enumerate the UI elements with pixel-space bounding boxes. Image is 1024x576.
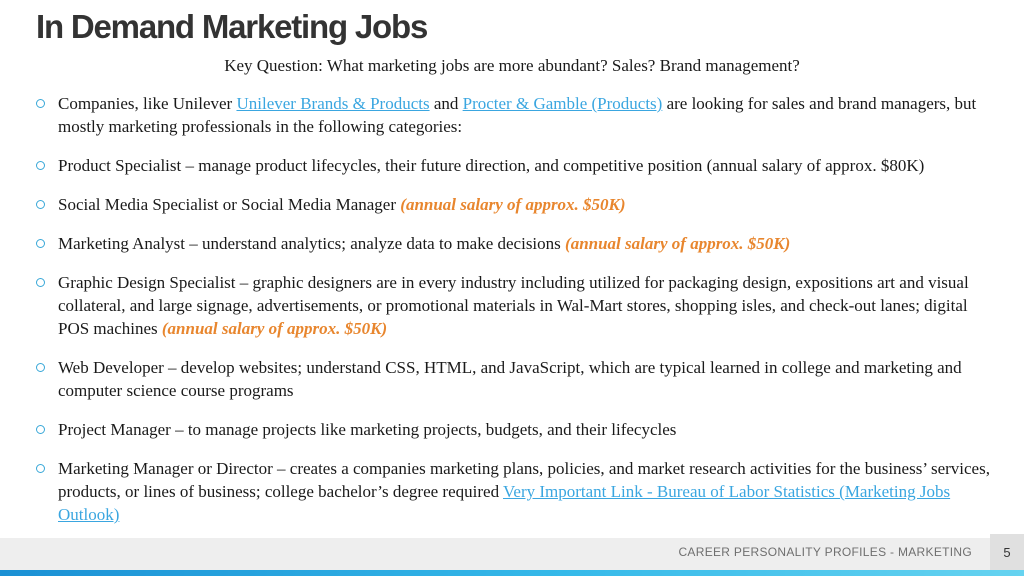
bullet-circle-icon (36, 464, 45, 473)
bullet-text: and (429, 94, 463, 113)
bullet-circle-icon (36, 99, 45, 108)
bullet-text: Marketing Manager or Director – creates a companies marketing plans, policies, and market research activities for the business’ services, products, or lines of business; college bachelor’s degree required (58, 459, 990, 501)
bullet-text: are looking for sales and brand managers, but mostly marketing professionals in the following categories: (58, 94, 977, 136)
bullet-text: Companies, like Unilever (58, 94, 237, 113)
page-number: 5 (1003, 545, 1011, 560)
unilever-link[interactable]: Unilever Brands & Products (236, 94, 430, 113)
bullet-circle-icon (36, 363, 45, 372)
list-item-graphic-design (36, 271, 992, 340)
bullet-text: Marketing Analyst – understand analytics; analyze data to make decisions (58, 234, 566, 253)
bullet-circle-icon (36, 200, 45, 209)
bullet-text: Product Specialist – manage product lifecycles, their future direction, and competitive position (annual salary of approx. $80K) (58, 156, 925, 175)
salary-note: (annual salary of approx. $50K) (161, 319, 388, 338)
footer-label: CAREER PERSONALITY PROFILES - MARKETING (678, 545, 972, 559)
job-list (36, 92, 992, 542)
bullet-text: Web Developer – develop websites; understand CSS, HTML, and JavaScript, which are typical learned in college and marketing and computer science course programs (58, 358, 962, 400)
bullet-circle-icon (36, 278, 45, 287)
accent-bar (0, 570, 1024, 576)
list-item-project-manager (36, 418, 992, 441)
procter-gamble-link[interactable]: Procter & Gamble (Products) (462, 94, 663, 113)
key-question: Key Question: What marketing jobs are more abundant? Sales? Brand management? (224, 56, 800, 75)
list-item-social-media (36, 193, 992, 216)
bls-marketing-link[interactable]: Very Important Link - Bureau of Labor Statistics (Marketing Jobs Outlook) (58, 482, 951, 524)
bullet-text: Social Media Specialist or Social Media Manager (58, 195, 401, 214)
list-item-product-specialist (36, 154, 992, 177)
bullet-text: Project Manager – to manage projects like marketing projects, budgets, and their lifecycles (58, 420, 677, 439)
slide-title: In Demand Marketing Jobs (36, 8, 428, 45)
bullet-text: Graphic Design Specialist – graphic designers are in every industry including utilized for packaging design, expositions art and visual collateral, and large signage, advertisements, or promotional materials in Wal-Mart stores, shopping isles, and check-out lanes; digital POS machines (58, 273, 969, 338)
bullet-circle-icon (36, 425, 45, 434)
list-item-marketing-analyst (36, 232, 992, 255)
list-item-web-developer (36, 356, 992, 402)
list-item-marketing-manager (36, 457, 992, 526)
bullet-circle-icon (36, 239, 45, 248)
bullet-circle-icon (36, 161, 45, 170)
salary-note: (annual salary of approx. $50K) (400, 195, 626, 214)
list-item-companies (36, 92, 992, 138)
salary-note: (annual salary of approx. $50K) (565, 234, 791, 253)
